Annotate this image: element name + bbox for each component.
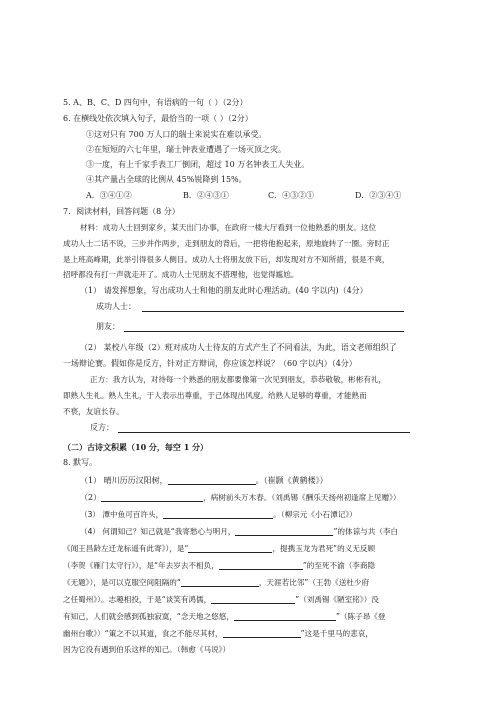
q7-sub1-label-success: 成功人士： xyxy=(96,302,136,311)
q6-item-1: ①这对只有 700 万人口的瑞士来说实在难以承受。 xyxy=(86,130,267,139)
q7-sub2-line-1: （2） 某校八年级（2）班对成功人士待友的方式产生了不同看法，为此，语文老师组织了 xyxy=(80,343,397,352)
q8-4-line-2 xyxy=(63,543,375,554)
q8-stem: 8. 默写。 xyxy=(63,458,98,467)
q7-material-line-3: 是上班高峰期，此举引得很多人侧目。成功人士将朋友放下后，却发现对方不知所措，很是不爽， xyxy=(63,255,390,264)
q7-con-label: 反方： xyxy=(90,423,114,432)
q8-4-line-7 xyxy=(63,628,373,639)
q6-item-2: ②在短短的六七年里，瑞士钟表业遭遇了一场灭顶之灾。 xyxy=(86,145,286,154)
q8-4-text-d: ，提携玉龙为君死”的义无反顾 xyxy=(272,544,376,553)
q7-sub1-answer-line-friend[interactable] xyxy=(124,331,404,332)
q8-4-line-3 xyxy=(63,560,375,571)
q8-line-2 xyxy=(80,492,401,504)
q8-2-prefix: （2） xyxy=(80,493,102,502)
q6-option-c: C．④③②① xyxy=(268,191,315,200)
q8-4-text-m: 幽州台歌》）“策之不以其道，食之不能尽其材， xyxy=(63,629,223,638)
q8-4-blank-3[interactable] xyxy=(219,560,303,570)
q8-4-text-l: ”（陈子昂《登 xyxy=(336,612,386,621)
q6-item-4: ④其产量占全球的比例从 45%锐降到 15%。 xyxy=(86,175,247,184)
q8-4-line-5 xyxy=(63,594,379,605)
q8-4-blank-2[interactable] xyxy=(188,543,272,553)
q6-option-d: D．②③④① xyxy=(355,191,402,200)
q8-line-3 xyxy=(80,509,357,521)
q8-4-text-k: 有知己，人们就会感到孤独寂寞，“念天地之悠悠， xyxy=(63,612,234,621)
q6-item-3: ③一度，有上千家手表工厂倒闭，超过 10 万名钟表工人失业。 xyxy=(86,160,310,169)
q8-1-prefix: （1） 晴川历历汉阳树， xyxy=(80,476,168,485)
q8-4-text-j: ”（刘禹锡《陋室铭》）没 xyxy=(295,595,379,604)
q8-1-blank[interactable] xyxy=(168,475,256,485)
q8-4-blank-4[interactable] xyxy=(181,577,259,587)
q7-sub1-prompt: （1） 请发挥想象，写出成功人士和他的朋友此时心理活动。(40 字以内)（4分） xyxy=(80,286,368,295)
q7-material-line-4: 招呼都没有打一声就走开了。成功人士见朋友不搭理他，也觉得尴尬。 xyxy=(63,270,299,279)
q8-1-suffix: 。（崔颢《黄鹤楼》） xyxy=(255,476,328,485)
q7-pro-line-3: 不亵，友谊长存。 xyxy=(63,407,124,416)
q8-4-text-f: ”的至死不渝（李商隐 xyxy=(302,561,376,570)
q8-4-blank-6[interactable] xyxy=(234,611,336,621)
q7-material-line-1: 材料：成功人士回到家乡，某天出门办事，在政府一楼大厅看到一位他熟悉的朋友。这位 xyxy=(80,223,377,232)
q7-sub1-label-friend: 朋友： xyxy=(96,322,120,331)
section2-title: （二）古诗文积累（10 分，每空 1 分） xyxy=(63,442,209,452)
q6-option-b: B．②④③① xyxy=(183,191,229,200)
q8-4-text-g: 《无题》），是可以克服空间阻隔的“ xyxy=(63,578,181,587)
q8-4-line-6 xyxy=(63,611,386,622)
q8-3-prefix: （3） 潭中鱼可百许头， xyxy=(80,510,164,519)
q7-sub1-answer-line-success[interactable] xyxy=(142,311,404,312)
q7-pro-line-2: 即熟人生礼。熟人生礼，于人表示出尊重，于己体现出风度。给熟人足够的尊重，才能熟而 xyxy=(63,391,367,400)
q7-pro-line-1: 正方：我方认为，对待每一个熟悉的朋友都要像第一次见到朋友，恭恭敬敬，彬彬有礼， xyxy=(90,375,387,384)
q8-4-line-8: 因为它没有遇到伯乐这样的知己。（韩愈《马说》） xyxy=(63,645,231,654)
q8-3-suffix: 。（柳宗元《小石潭记》） xyxy=(273,510,357,519)
q6-option-a: A．③④①② xyxy=(86,191,132,200)
q8-4-line-4 xyxy=(63,577,369,588)
q8-3-blank[interactable] xyxy=(163,509,273,519)
q7-sub2-line-2: 一场辩论赛。假如你是反方，针对正方辩词，你应该怎样说？（60 字以内）（4分） xyxy=(63,359,357,368)
q7-con-answer-line[interactable] xyxy=(118,432,410,433)
q8-4-text-h: ，天涯若比邻”（王勃《送杜少府 xyxy=(258,578,370,587)
q7-material-line-2: 成功人士二话不说，三步并作两步，走到朋友的背后，一把将他抱起来，原地旋转了一圈。旁时正 xyxy=(63,239,390,248)
q8-4-text-b: ”的体谅与共（李白 xyxy=(333,527,399,536)
q8-4-line-1 xyxy=(80,526,398,537)
q8-4-blank-5[interactable] xyxy=(211,594,295,604)
q8-4-blank-1[interactable] xyxy=(235,526,333,536)
q8-4-text-i: 之任蜀州》）。志趣相投，于是“谈笑有鸿儒， xyxy=(63,595,212,604)
q5-text: 5. A、B、C、D 四句中，有语病的一句（ ）（2分） xyxy=(63,98,248,107)
q8-4-blank-7[interactable] xyxy=(223,628,301,638)
q7-stem: 7．阅读材料，回答问题（8 分） xyxy=(63,207,180,216)
q6-stem: 6. 在横线处依次填入句子，最恰当的一项（ ）（2分） xyxy=(63,114,253,123)
q8-4-text-c: 《闻王昌龄左迁龙标遥有此寄》），是“ xyxy=(63,544,189,553)
q8-2-blank[interactable] xyxy=(101,492,203,502)
q8-4-text-a: （4） 何谓知己？知己就是“我寄愁心与明月， xyxy=(80,527,236,536)
q8-4-text-n: ”这是千里马的悲哀， xyxy=(300,629,373,638)
q8-line-1 xyxy=(80,475,328,487)
q8-4-text-e: （李贺《雁门太守行》），是“年去岁去不相负， xyxy=(63,561,219,570)
q8-2-suffix: ，病树前头万木春。（刘禹锡《酬乐天扬州初逢席上见赠》） xyxy=(203,493,401,502)
